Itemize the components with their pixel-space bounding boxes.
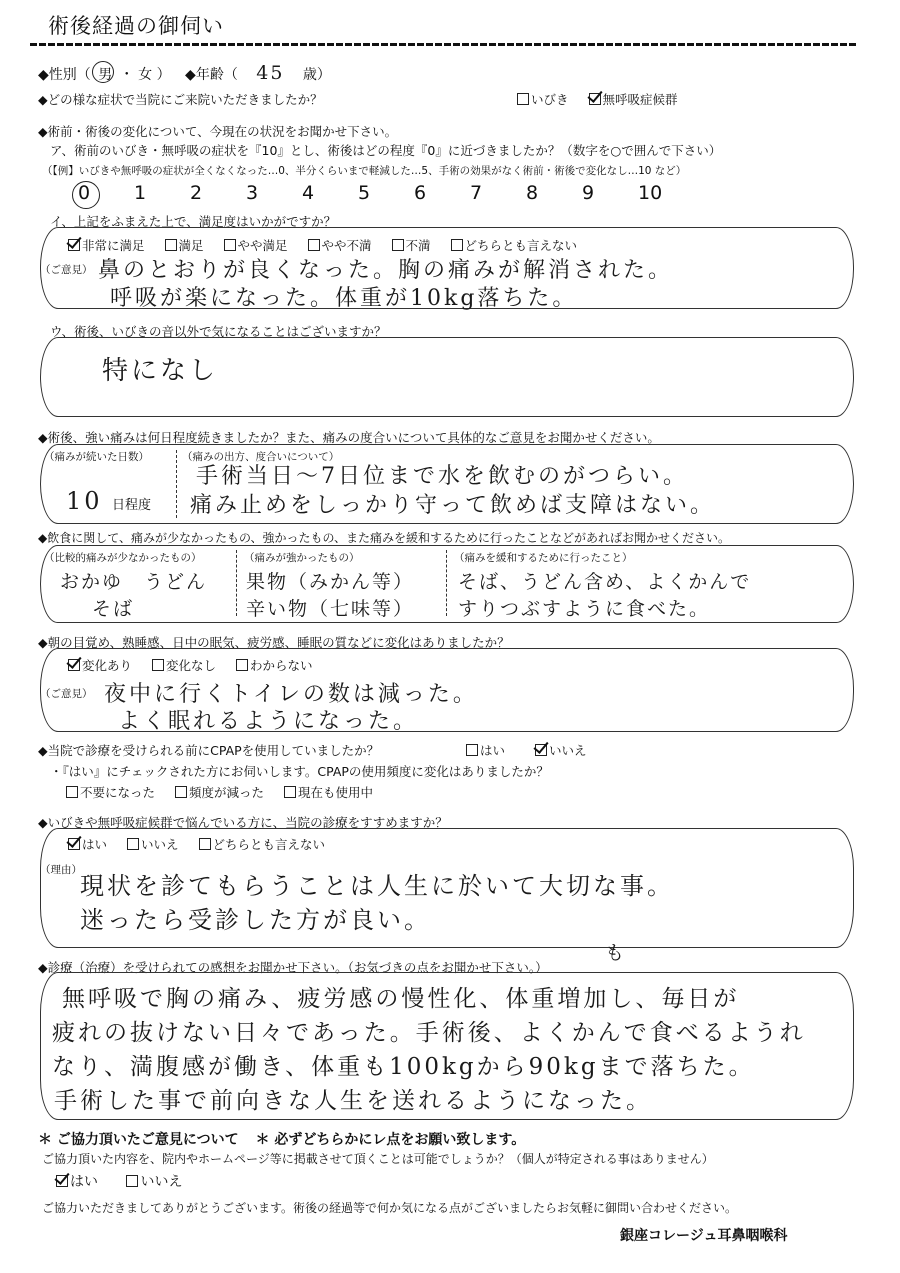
reason-label: （理由） [40,864,82,876]
sleep-label-1: 変化あり [82,658,133,673]
sat-label-6: どちらとも言えない [464,238,578,253]
sat-checkbox-1[interactable] [68,239,80,251]
sleep-checkbox-1[interactable] [68,659,80,671]
food-col3-line-1[interactable]: そば、うどん含め、よくかんで [458,571,752,593]
recommend-options [68,835,341,853]
option-ibiki-label: いびき [531,92,569,107]
sleep-option-1[interactable] [68,658,132,673]
other-concerns-answer[interactable]: 特になし [102,356,219,386]
food-col1-line-1[interactable]: おかゆ うどん [60,571,208,593]
opinion-line-2[interactable]: 呼吸が楽になった。体重が10kg落ちた。 [110,286,578,311]
sleep-line-2[interactable]: よく眠れるようになった。 [118,709,419,734]
impression-line-3[interactable]: なり、満腹感が働き、体重も100kgから90kgまで落ちた。 [52,1054,755,1080]
sex-male-text: 男 [98,67,113,83]
q-symptom-options [517,90,694,108]
sat-checkbox-2[interactable] [165,239,177,251]
scale-selected-circle [72,181,100,209]
age-label: ◆年齢（ [185,67,238,83]
food-col3-line-2[interactable]: すりつぶすように食べた。 [458,598,711,620]
scale-2[interactable]: 2 [190,182,203,204]
cpap-label-yes: はい [480,743,506,758]
cpap-label-no: いいえ [549,743,587,758]
sex-label: ◆性別（ [38,67,91,83]
page-title: 術後経過の御伺い [48,14,224,38]
q-change-text: ◆術前・術後の変化について、今現在の状況をお聞かせ下さい。 [38,124,398,139]
food-col1-label: （比較的痛みが少なかったもの） [44,552,202,564]
food-col3-label: （痛みを緩和するために行ったこと） [454,552,633,564]
opinion-label: （ご意見） [40,264,93,276]
cpap-sub-option-2[interactable] [175,785,264,800]
q-sleep-text: ◆朝の目覚め、熟睡感、日中の眠気、疲労感、睡眠の質などに変化はありましたか？ [38,635,510,650]
q-change-example: （【例】いびきや無呼吸の症状が全くなくなった…0、半分くらいまで軽減した…5、手術の効果がなく術前・術後で変化なし…10 など） [42,165,687,177]
scale-8[interactable]: 8 [526,182,539,204]
pain-days-value[interactable]: 10 [66,487,103,515]
age-value[interactable]: 45 [256,62,285,84]
option-apnea-label: 無呼吸症候群 [602,92,678,107]
cpap-sub-label-3: 現在も使用中 [298,785,374,800]
food-col2-line-2[interactable]: 辛い物（七味等） [246,598,415,620]
reason-line-1[interactable]: 現状を診てもらうことは人生に於いて大切な事。 [80,872,674,900]
publish-checkbox-yes[interactable] [56,1175,68,1187]
rec-checkbox-no[interactable] [127,838,139,850]
food-divider-2 [446,550,447,616]
food-col2-line-1[interactable]: 果物（みかん等） [246,571,415,593]
checkbox-ibiki[interactable] [517,93,529,105]
clinic-name: 銀座コレージュ耳鼻咽喉科 [620,1228,788,1244]
rec-label-neither: どちらとも言えない [212,837,326,852]
sat-checkbox-4[interactable] [308,239,320,251]
sleep-checkbox-2[interactable] [152,659,164,671]
food-col2-label: （痛みが強かったもの） [244,552,360,564]
scale-1[interactable]: 1 [134,182,147,204]
rec-checkbox-yes[interactable] [68,838,80,850]
sleep-option-2[interactable] [152,658,216,673]
sleep-opinion-label: （ご意見） [40,688,93,700]
sat-option-2[interactable] [165,238,204,253]
cpap-sub-options [66,783,389,801]
cpap-option-yes[interactable] [466,743,505,758]
cpap-sub-label-2: 頻度が減った [189,785,265,800]
sleep-options [68,656,329,674]
age-unit: 歳） [302,67,331,83]
scale-9[interactable]: 9 [582,182,595,204]
footer-heading-b: ＊ 必ずどちらかにレ点をお願い致します。 [255,1132,526,1148]
rec-checkbox-neither[interactable] [199,838,211,850]
q-food-text: ◆飲食に関して、痛みが少なかったもの、強かったもの、また痛みを緩和するために行ったことなどがあればお聞かせください。 [38,531,731,545]
sat-option-3[interactable] [224,238,288,253]
food-divider-1 [236,550,237,616]
sex-female: 女 [138,67,153,83]
opinion-line-1[interactable]: 鼻のとおりが良くなった。胸の痛みが解消された。 [98,258,674,283]
impression-line-1[interactable]: 無呼吸で胸の痛み、疲労感の慢性化、体重増加し、毎日が [62,986,740,1012]
q-pain-text: ◆術後、強い痛みは何日程度続きましたか？また、痛みの度合いについて具体的なご意見をお聞かせください。 [38,430,660,445]
scale-7[interactable]: 7 [470,182,483,204]
pain-detail-line-2[interactable]: 痛み止めをしっかり守って飲めば支障はない。 [190,493,716,518]
q-impression-text: ◆診療（治療）を受けられての感想をお聞かせ下さい。（お気づきの点をお聞かせ下さい。） [38,960,548,975]
sat-option-6[interactable] [451,238,578,253]
sat-label-2: 満足 [178,238,204,253]
cpap-option-no[interactable] [535,743,587,758]
sat-option-1[interactable] [68,238,145,253]
scale-4[interactable]: 4 [302,182,315,204]
q-change-sub-i: イ、上記をふまえた上で、満足度はいかがですか？ [50,214,337,229]
scale-6[interactable]: 6 [414,182,427,204]
impression-line-2[interactable]: 疲れの抜けない日々であった。手術後、よくかんで食べるようれ [52,1020,806,1046]
cpap-options [466,741,603,759]
pain-divider [176,450,177,518]
scale-0[interactable]: 0 [78,182,91,204]
impression-insert[interactable]: も [605,942,627,964]
publish-option-yes[interactable] [56,1174,98,1190]
sleep-line-1[interactable]: 夜中に行くトイレの数は減った。 [104,682,478,707]
sat-label-3: やや満足 [237,238,288,253]
pain-days-label: （痛みが続いた日数） [44,451,149,463]
sex-male [95,64,115,84]
scale-5[interactable]: 5 [358,182,371,204]
sleep-label-3: わからない [250,658,313,673]
sat-label-5: 不満 [405,238,431,253]
publish-option-no[interactable] [126,1174,182,1190]
rec-option-yes[interactable] [68,837,107,852]
sleep-option-3[interactable] [236,658,313,673]
sat-option-4[interactable] [308,238,372,253]
cpap-checkbox-no[interactable] [535,744,547,756]
option-ibiki[interactable] [517,92,569,107]
q-change-sub-u: ウ、術後、いびきの音以外で気になることはございますか？ [50,324,387,339]
rec-option-neither[interactable] [199,837,326,852]
satisfaction-options [68,236,593,254]
publish-label-yes: はい [70,1174,98,1190]
q-recommend-text: ◆いびきや無呼吸症候群で悩んでいる方に、当院の診療をすすめますか？ [38,815,448,830]
pain-days-unit: 日程度 [112,498,152,513]
pain-detail-line-1[interactable]: 手術当日〜7日位まで水を飲むのがつらい。 [196,464,688,489]
food-col1-line-2[interactable]: そば [92,598,135,620]
rec-label-yes: はい [82,837,108,852]
cpap-sub-checkbox-2[interactable] [175,786,187,798]
footer-thanks: ご協力いただきましてありがとうございます。術後の経過等で何か気になる点がございましたらお気軽に御問い合わせください。 [42,1201,738,1215]
sex-sep: ・ [119,67,134,83]
sleep-checkbox-3[interactable] [236,659,248,671]
reason-line-2[interactable]: 迷ったら受診した方が良い。 [80,906,431,934]
footer-question: ご協力頂いた内容を、院内やホームページ等に掲載させて頂くことは可能でしょうか？（個人が特定される事はありません） [42,1152,714,1166]
q-change-sub-a: ア、術前のいびき・無呼吸の症状を『10』とし、術後はどの程度『0』に近づきましたか？（数字を○で囲んで下さい） [50,143,722,158]
scale-10[interactable]: 10 [638,182,663,204]
sat-label-4: やや不満 [321,238,372,253]
cpap-sub-checkbox-1[interactable] [66,786,78,798]
sat-option-5[interactable] [392,238,431,253]
sleep-label-2: 変化なし [166,658,217,673]
sat-checkbox-6[interactable] [451,239,463,251]
cpap-sub-label-1: 不要になった [80,785,156,800]
checkbox-apnea[interactable] [589,93,601,105]
sex-close: ） [156,67,171,83]
profile-row [38,62,331,84]
cpap-checkbox-yes[interactable] [466,744,478,756]
sat-label-1: 非常に満足 [82,238,145,253]
q-symptom-text: ◆どの様な症状で当院にご来院いただきましたか？ [38,92,323,107]
publish-checkbox-no[interactable] [126,1175,138,1187]
footer-heading-a: ＊ ご協力頂いたご意見について [38,1132,239,1148]
option-apnea[interactable] [589,92,678,107]
rec-label-no: いいえ [141,837,179,852]
pain-detail-label: （痛みの出方、度合いについて） [182,451,340,463]
cpap-sub-checkbox-3[interactable] [284,786,296,798]
footer-options [56,1171,198,1191]
sat-checkbox-3[interactable] [224,239,236,251]
footer-heading [38,1129,525,1149]
scale-3[interactable]: 3 [246,182,259,204]
publish-label-no: いいえ [140,1174,183,1190]
rec-option-no[interactable] [127,837,179,852]
q-cpap-sub: ・『はい』にチェックされた方にお伺いします。CPAPの使用頻度に変化はありましたか？ [50,764,549,779]
improvement-scale [78,182,694,204]
cpap-sub-option-3[interactable] [284,785,373,800]
title-divider [30,43,858,46]
sat-checkbox-5[interactable] [392,239,404,251]
impression-line-4[interactable]: 手術した事で前向きな人生を送れるようになった。 [54,1088,652,1114]
cpap-sub-option-1[interactable] [66,785,155,800]
q-cpap-text: ◆当院で診療を受けられる前にCPAPを使用していましたか？ [38,743,380,758]
